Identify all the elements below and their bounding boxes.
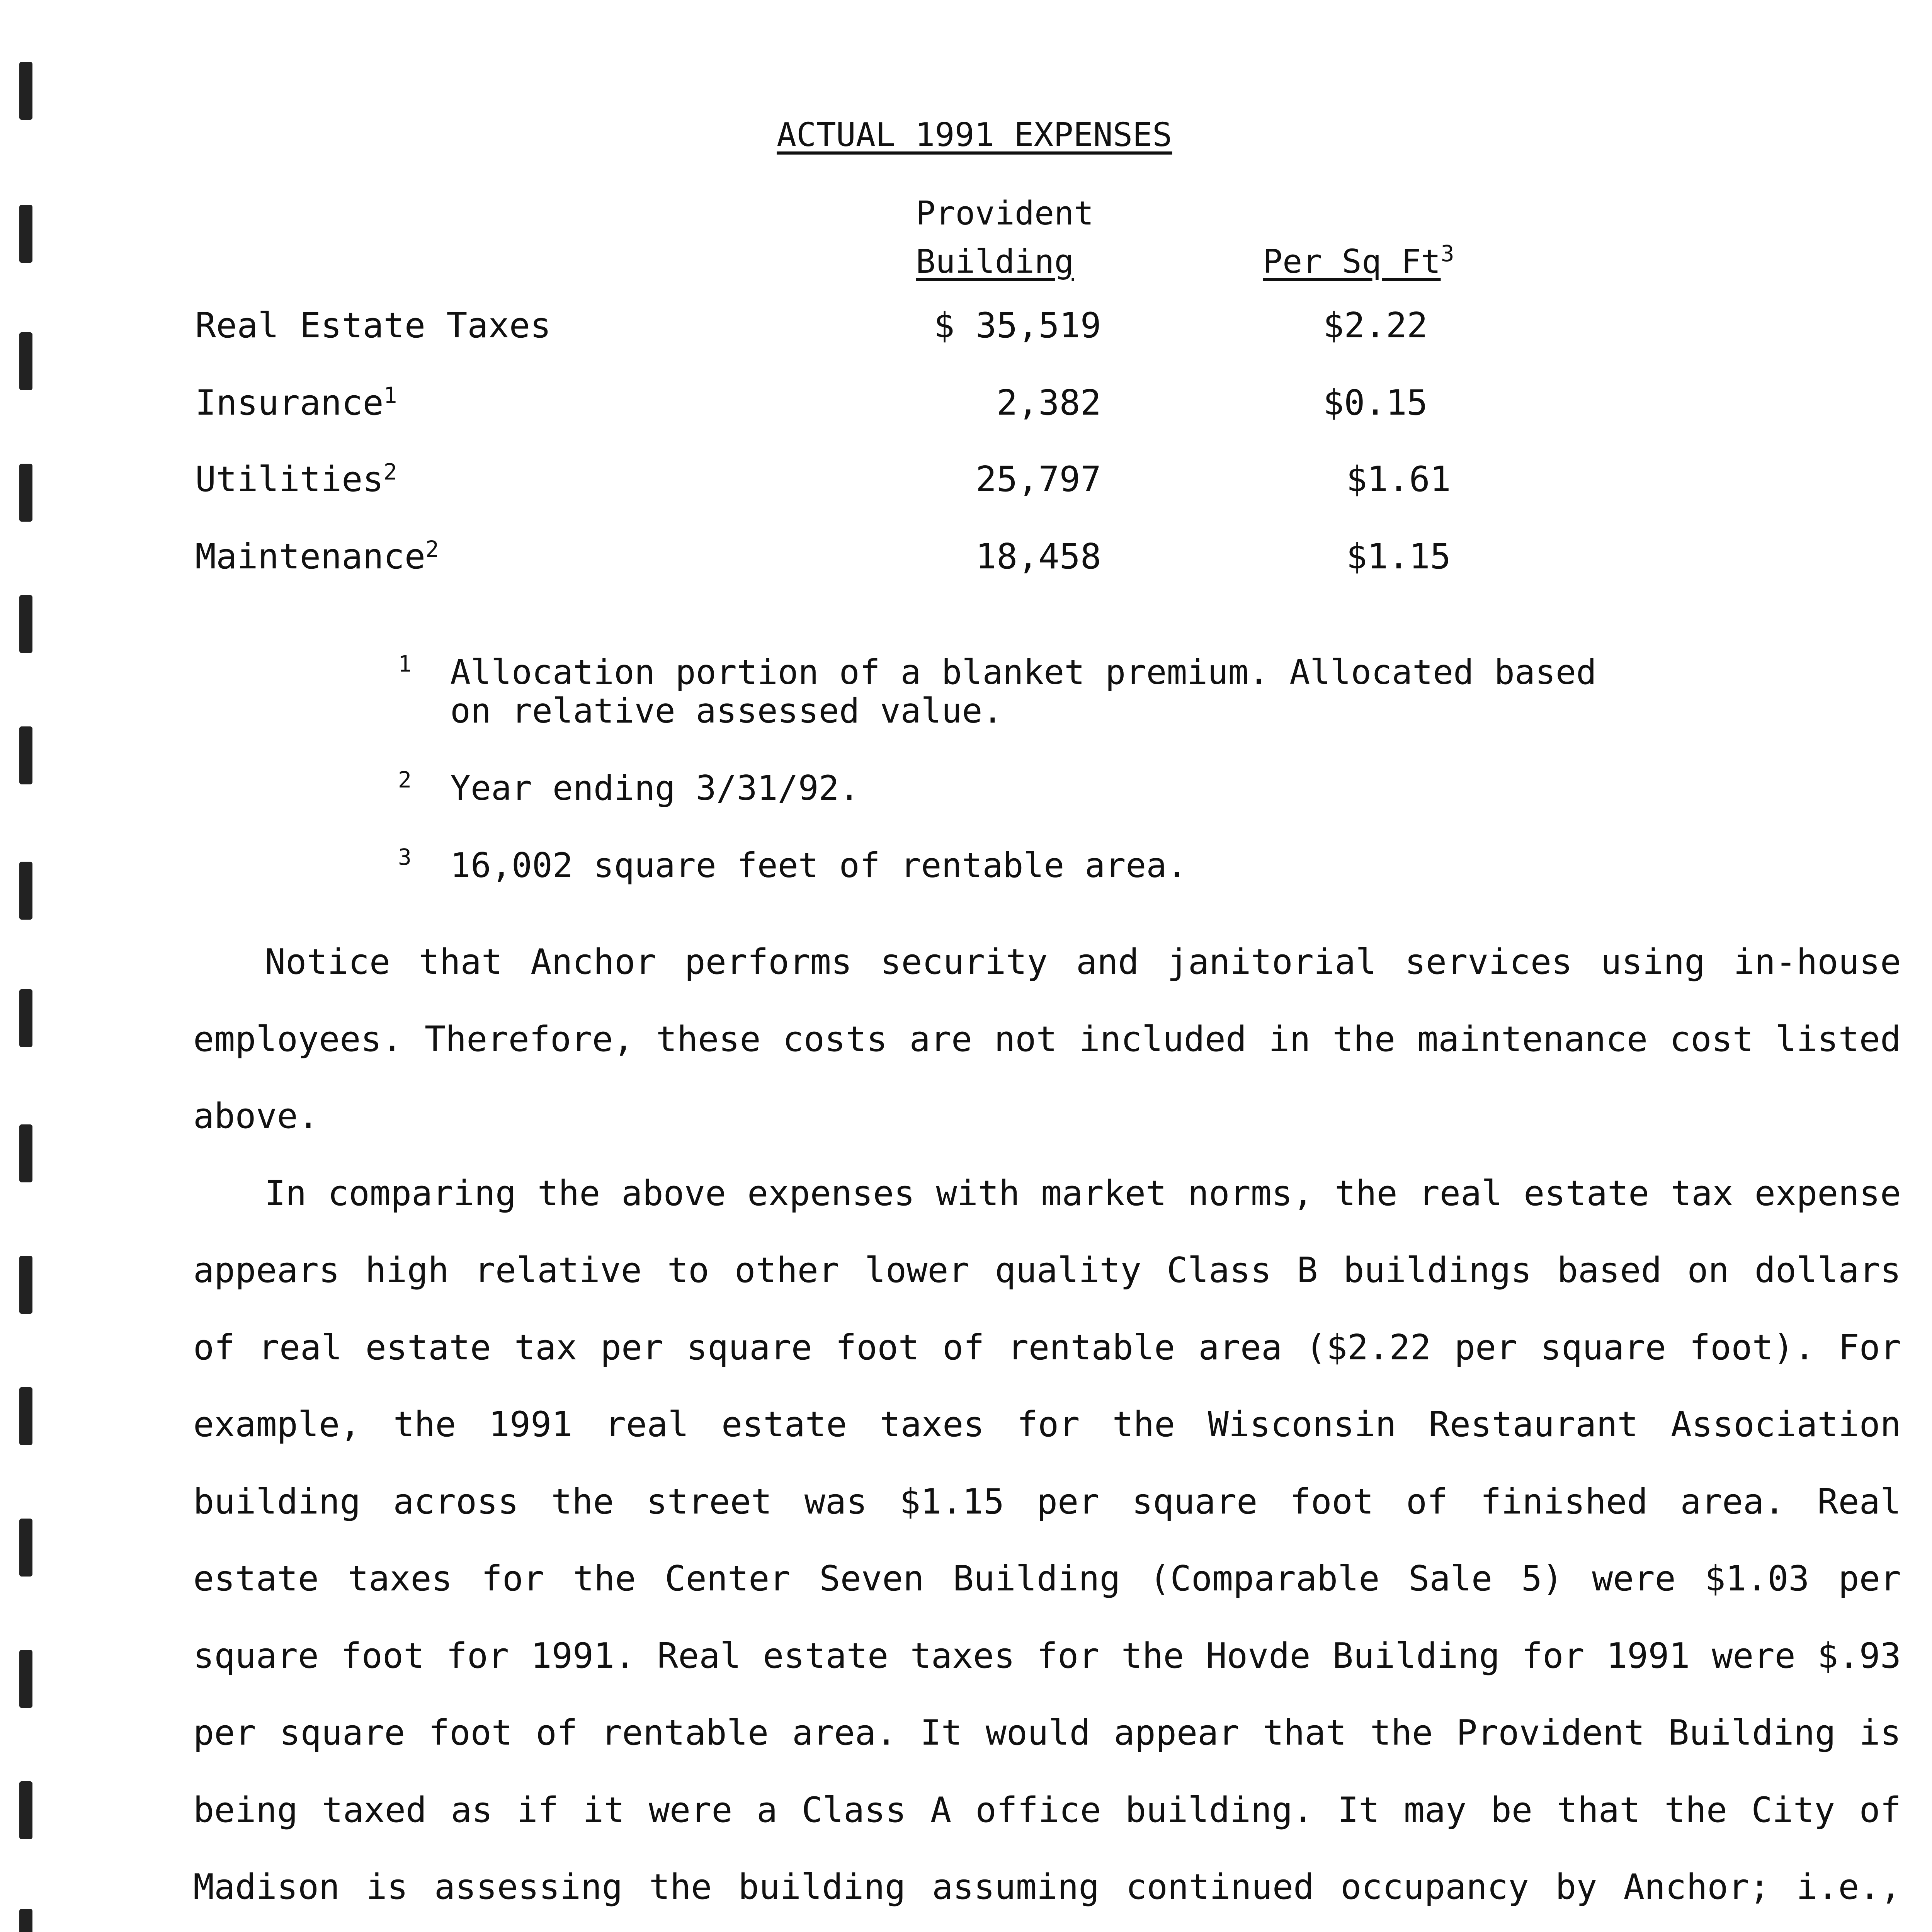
table-row: [0, 536, 1932, 587]
footnote: [398, 846, 1828, 885]
row-label: Insurance$^1$: [195, 382, 397, 423]
column-header-per-sq-ft: [1263, 238, 1454, 286]
paragraph: In comparing the above expenses with market norms, the real estate tax expense appears high relative to other lower quality Class B buildings based on dollars of real estate tax per square foot of rentable area ($2.22 per square foot). For example, the 1991 real estate taxes for the Wisconsin Restaurant Association building across the street was $1.15 per square foot of finished area. Real estate taxes for the Center Seven Building (Comparable Sale 5) were $1.03 per square foot for 1991. Real estate taxes for the Hovde Building for 1991 were $.93 per square foot of rentable area. It would appear that the Provident Building is being taxed as if it were a Class A office building. It may be that the City of Madison is assessing the building assuming continued occupancy by Anchor; i.e.,: [193, 1173, 1901, 1907]
binder-hole: [19, 205, 32, 263]
binder-hole: [19, 1124, 32, 1182]
footnote-ref: 3: [1440, 240, 1454, 267]
column-header-provident-building: [916, 189, 1094, 286]
binder-hole: [19, 1909, 32, 1932]
binder-hole: [19, 862, 32, 920]
table-row: [0, 305, 1932, 355]
footnote-ref: 2: [383, 459, 397, 485]
footnote-mark: 1: [398, 651, 412, 677]
footnote-text: Year ending 3/31/92.: [450, 768, 860, 808]
table-row: [0, 459, 1932, 509]
page-title: ACTUAL 1991 EXPENSES: [777, 116, 1172, 154]
row-amount: 2,382: [997, 383, 1101, 423]
row-amount: 18,458: [975, 536, 1101, 577]
footnote-mark: 3: [398, 844, 412, 870]
row-label: Real Estate Taxes: [195, 305, 551, 346]
paragraph: Notice that Anchor performs security and janitorial services using in-house employees. Therefore, these costs are not included in the maintenance cost listed above.: [193, 942, 1901, 1136]
footnote-mark: 2: [398, 767, 412, 793]
footnote-text: Allocation portion of a blanket premium. Allocated based on relative assessed value.: [450, 652, 1597, 731]
binder-hole: [19, 1650, 32, 1708]
row-per-sqft: $1.15: [1346, 536, 1451, 577]
row-label: Utilities$^2$: [195, 459, 397, 500]
binder-hole: [19, 1387, 32, 1445]
binder-hole: [19, 989, 32, 1047]
row-per-sqft: $1.61: [1346, 459, 1451, 500]
binder-hole: [19, 1256, 32, 1314]
binder-hole: [19, 1781, 32, 1839]
footnote: [398, 769, 1828, 808]
footnote-text: 16,002 square feet of rentable area.: [450, 845, 1187, 885]
column-header-line: Per Sq Ft: [1263, 243, 1441, 281]
row-amount: $ 35,519: [934, 305, 1101, 346]
footnote: [398, 653, 1828, 730]
row-per-sqft: $0.15: [1323, 383, 1428, 423]
row-per-sqft: $2.22: [1323, 305, 1428, 346]
column-header-line: Building: [916, 243, 1074, 281]
binder-hole: [19, 62, 32, 120]
binder-hole: [19, 1519, 32, 1577]
column-header-line: Provident: [916, 194, 1094, 233]
row-amount: 25,797: [975, 459, 1101, 500]
binder-hole: [19, 595, 32, 653]
body-text: [193, 923, 1901, 1932]
row-label: Maintenance$^2$: [195, 536, 439, 577]
footnote-ref: 1: [383, 382, 397, 408]
binder-hole: [19, 726, 32, 784]
footnote-ref: 2: [425, 536, 439, 562]
table-row: [0, 383, 1932, 433]
